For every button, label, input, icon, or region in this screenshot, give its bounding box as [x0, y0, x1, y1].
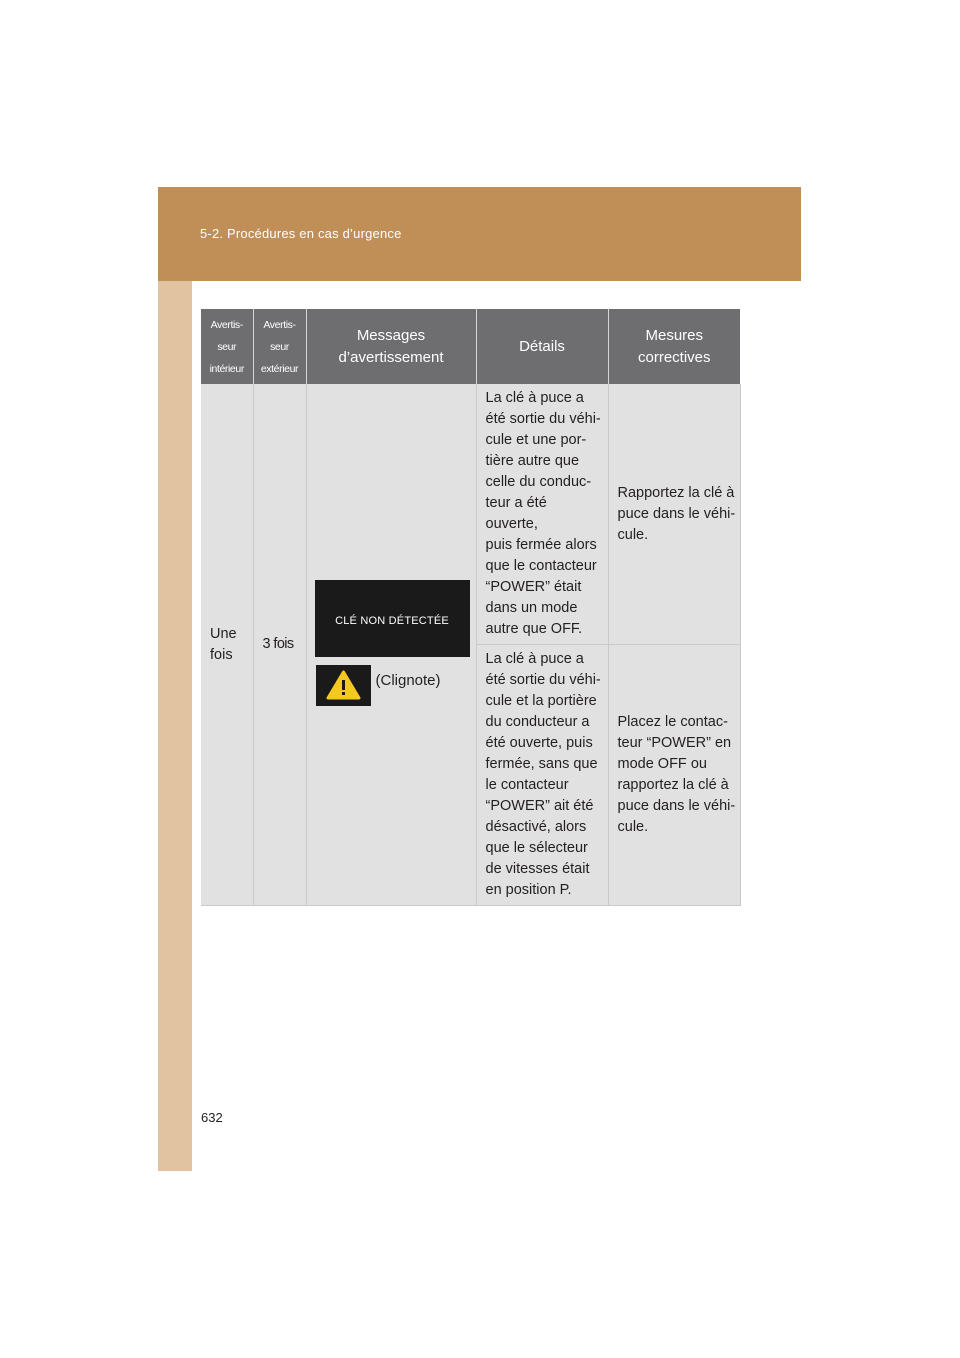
- details-1-line-10: dans un mode: [485, 600, 578, 616]
- col-header-interior-line-1: Avertis-: [210, 318, 243, 331]
- col-header-measures-line-1: Mesures: [645, 326, 704, 344]
- details-1-line-2: été sortie du véhi-: [485, 411, 601, 427]
- details-1-line-7: puis fermée alors: [485, 537, 597, 553]
- interior-frequency-cell: [201, 384, 253, 906]
- col-header-details: [476, 309, 608, 384]
- interior-frequency-line-2: fois: [210, 646, 233, 663]
- measures-2-line-6: cule.: [617, 819, 649, 835]
- details-2-line-8: “POWER” ait été: [485, 798, 594, 814]
- col-header-messages-line-1: Messages: [356, 326, 426, 344]
- measures-1-line-2: puce dans le véhi-: [617, 505, 736, 522]
- col-header-details-text: Détails: [519, 337, 565, 355]
- details-cell-1: [476, 384, 608, 645]
- warning-indicator: [316, 665, 371, 706]
- col-header-measures-line-2: correctives: [637, 348, 711, 366]
- table-header-row: [201, 309, 740, 384]
- details-2-line-10: que le sélecteur: [485, 840, 588, 856]
- details-cell-2: [476, 645, 608, 906]
- col-header-exterior: [253, 309, 306, 384]
- interior-frequency-line-1: Une: [210, 625, 237, 642]
- blink-label: (Clignote): [375, 672, 441, 689]
- measures-2-line-2: teur “POWER” en: [617, 735, 732, 751]
- col-header-messages: [306, 309, 476, 384]
- details-2-line-2: été sortie du véhi-: [485, 672, 601, 688]
- section-title: 5-2. Procédures en cas d’urgence: [200, 226, 402, 241]
- details-2-line-4: du conducteur a: [485, 714, 590, 730]
- details-1-line-11: autre que OFF.: [485, 621, 583, 637]
- measures-1-line-1: Rapportez la clé à: [617, 484, 735, 501]
- multi-information-display: [315, 580, 470, 657]
- warning-table: [201, 309, 741, 906]
- warning-triangle-icon: [316, 665, 371, 706]
- table-row: [201, 384, 740, 645]
- display-message: CLÉ NON DÉTECTÉE: [335, 615, 449, 627]
- measures-1-line-3: cule.: [617, 526, 649, 543]
- details-2-line-11: de vitesses était: [485, 861, 590, 877]
- measures-2-line-5: puce dans le véhi-: [617, 798, 736, 814]
- details-2-line-1: La clé à puce a: [485, 651, 584, 667]
- exterior-frequency: 3 fois: [262, 636, 294, 652]
- details-2-line-6: fermée, sans que: [485, 756, 598, 772]
- measures-2-line-4: rapportez la clé à: [617, 777, 729, 793]
- details-1-line-1: La clé à puce a: [485, 390, 584, 406]
- details-2-line-3: cule et la portière: [485, 693, 597, 709]
- page-number: 632: [201, 1110, 223, 1125]
- chapter-side-band: [158, 281, 192, 1171]
- details-2-line-9: désactivé, alors: [485, 819, 587, 835]
- col-header-exterior-line-2: seur: [270, 340, 289, 353]
- col-header-interior-line-3: intérieur: [209, 362, 244, 375]
- details-1-line-5: celle du conduc-: [485, 474, 592, 490]
- details-1-line-8: que le contacteur: [485, 558, 597, 574]
- col-header-exterior-line-3: extérieur: [260, 362, 299, 375]
- col-header-measures: [608, 309, 740, 384]
- details-2-line-12: en position P.: [485, 882, 572, 898]
- details-1-line-6: teur a été ouverte,: [485, 495, 547, 532]
- col-header-exterior-line-1: Avertis-: [263, 318, 296, 331]
- details-1-line-3: cule et une por-: [485, 432, 587, 448]
- measures-2-line-3: mode OFF ou: [617, 756, 707, 772]
- measures-2-line-1: Placez le contac-: [617, 714, 728, 730]
- exterior-frequency-cell: [253, 384, 306, 906]
- details-2-line-5: été ouverte, puis: [485, 735, 593, 751]
- col-header-interior: [201, 309, 253, 384]
- details-1-line-4: tière autre que: [485, 453, 580, 469]
- measures-cell-2: [608, 645, 740, 906]
- details-1-line-9: “POWER” était: [485, 579, 582, 595]
- details-2-line-7: le contacteur: [485, 777, 569, 793]
- col-header-messages-line-2: d’avertissement: [338, 348, 444, 366]
- col-header-interior-line-2: seur: [217, 340, 237, 353]
- measures-cell-1: [608, 384, 740, 645]
- warning-message-cell: [306, 384, 476, 906]
